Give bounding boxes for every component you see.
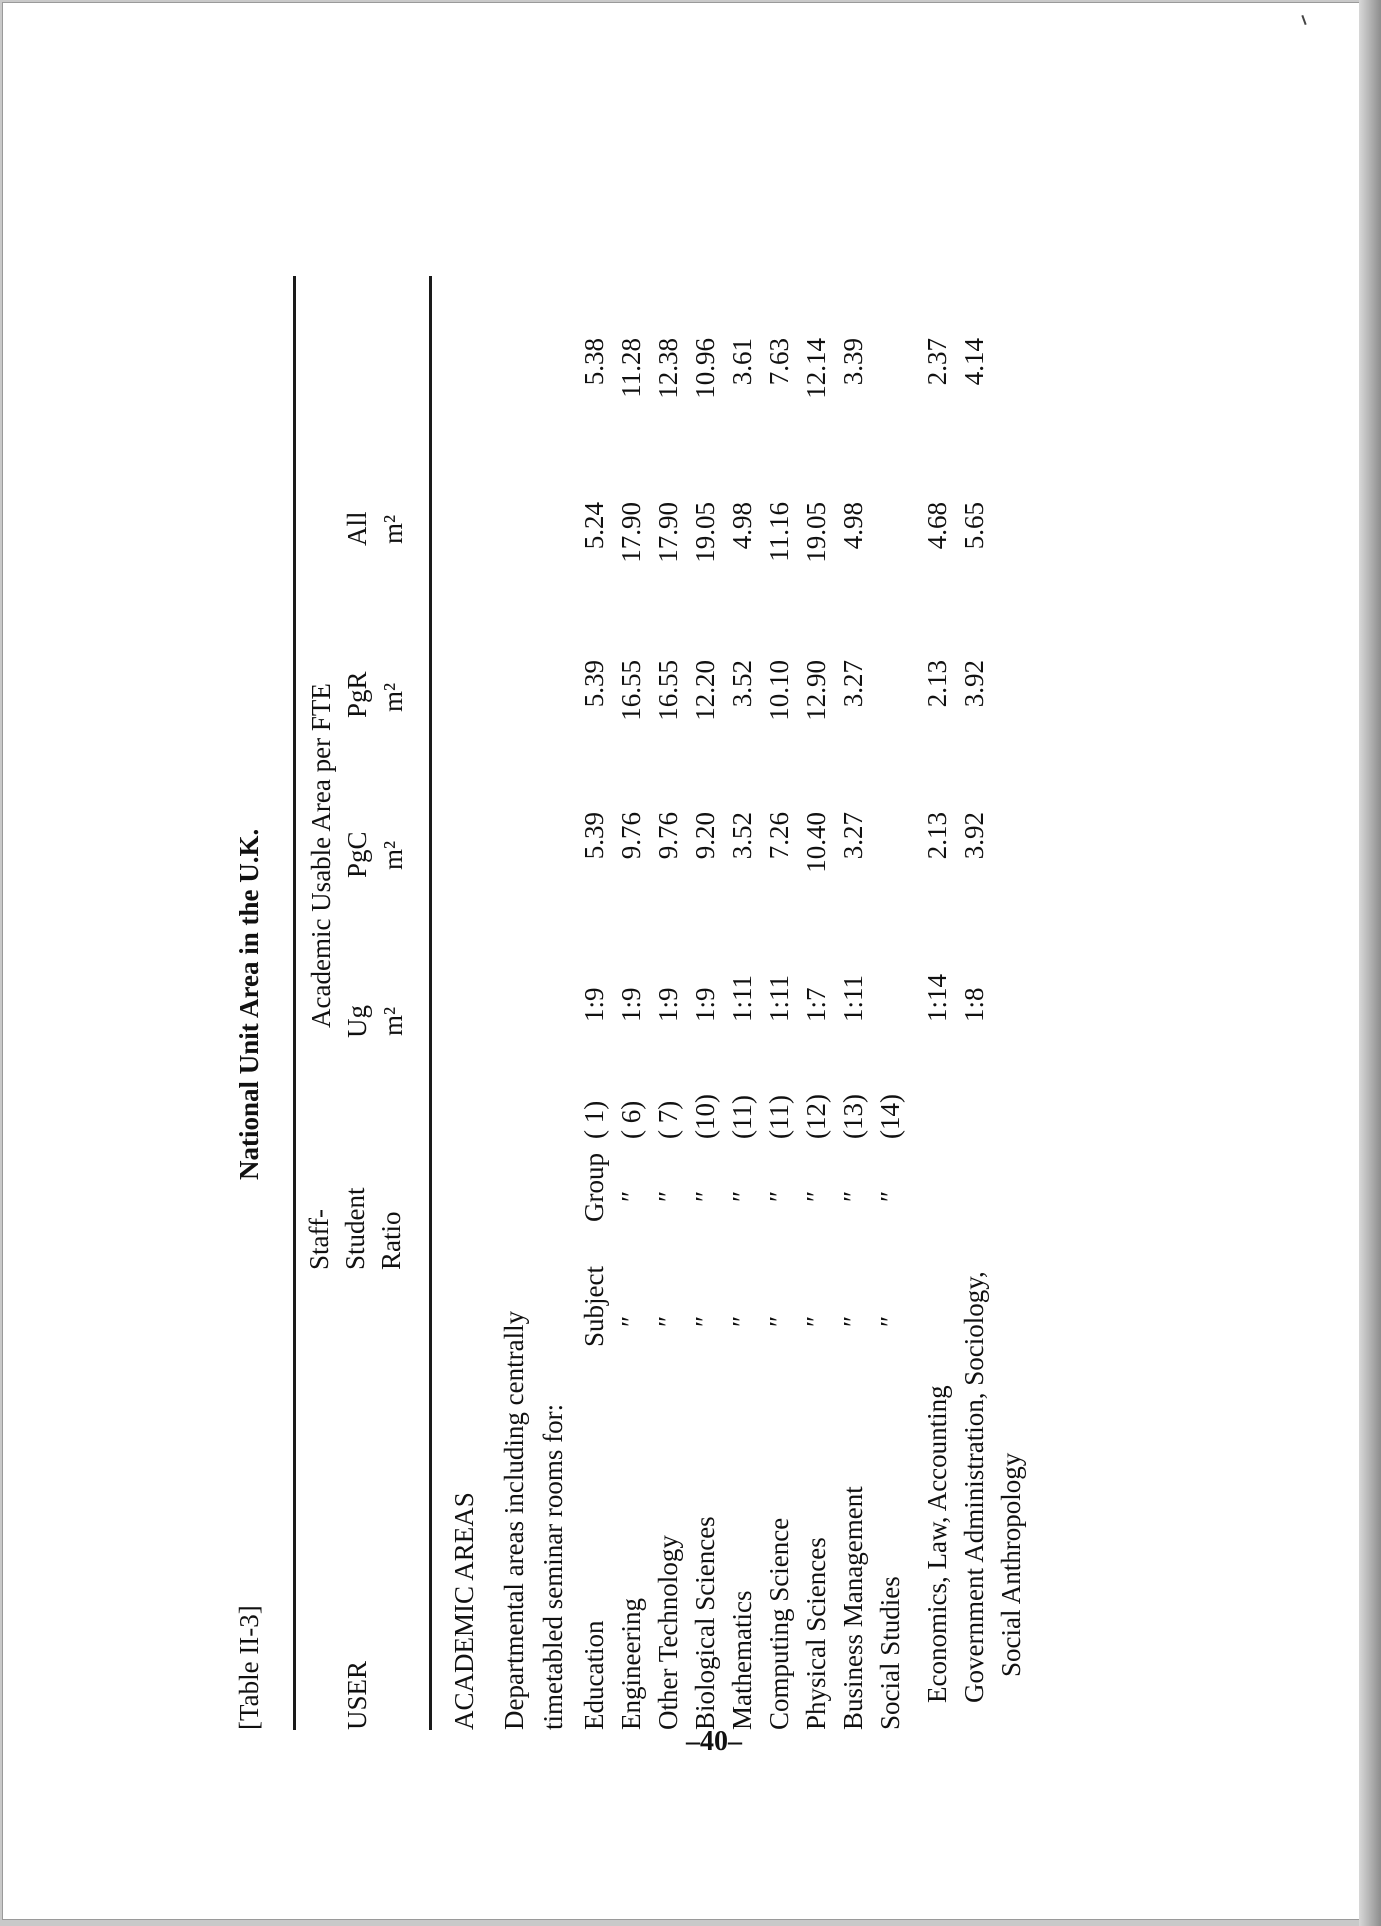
cell-group: ( 6): [616, 1100, 646, 1139]
cell-name: Biological Sciences: [690, 1516, 720, 1730]
cell-name: Government Administration, Sociology,: [959, 1271, 989, 1703]
cell-pgr: 17.90: [616, 502, 646, 563]
cell-w1: ″: [690, 1315, 720, 1327]
cell-all: 3.61: [727, 338, 757, 386]
header-ratio-1: Staff-: [304, 1209, 334, 1270]
header-pgr: PgR: [342, 671, 372, 718]
cell-ug: 9.76: [616, 812, 646, 860]
scan-mark: [1301, 15, 1306, 25]
header-all-unit: m²: [378, 514, 408, 544]
cell-pgc: 2.13: [922, 660, 952, 708]
cell-w2: ″: [801, 1190, 831, 1202]
cell-group: (10): [690, 1094, 720, 1139]
intro-line-2: timetabled seminar rooms for:: [538, 1403, 568, 1730]
cell-w1: ″: [616, 1315, 646, 1327]
cell-all: 5.38: [579, 338, 609, 386]
cell-all: 12.14: [801, 338, 831, 399]
cell-ratio: 1:9: [690, 987, 720, 1022]
cell-pgr: 17.90: [653, 502, 683, 563]
cell-pgr: 19.05: [801, 502, 831, 563]
cell-pgc: 16.55: [616, 660, 646, 721]
cell-all: 3.39: [838, 338, 868, 386]
table-title: National Unit Area in the U.K.: [234, 828, 264, 1180]
header-ug-unit: m²: [378, 1006, 408, 1036]
cell-ratio: 1:8: [959, 987, 989, 1022]
cell-ug: 2.13: [922, 812, 952, 860]
cell-pgc: 12.90: [801, 660, 831, 721]
table-label: [Table II-3]: [234, 1605, 264, 1730]
header-ratio-3: Ratio: [376, 1211, 406, 1270]
cell-pgc: 10.10: [764, 660, 794, 721]
document-page: [2, 2, 1362, 1920]
cell-name: Other Technology: [653, 1535, 683, 1730]
section-heading: ACADEMIC AREAS: [449, 1492, 479, 1730]
cell-all: 10.96: [690, 338, 720, 399]
top-rule: [293, 276, 296, 1730]
cell-pgc: 5.39: [579, 660, 609, 708]
cell-ratio: 1:9: [616, 987, 646, 1022]
cell-ug: 7.26: [764, 812, 794, 860]
cell-pgr: 5.65: [959, 502, 989, 550]
cell-w2: ″: [875, 1190, 905, 1202]
cell-ug: 5.39: [579, 812, 609, 860]
cell-ug: 3.92: [959, 812, 989, 860]
cell-group: (13): [838, 1094, 868, 1139]
cell-pgr: 5.24: [579, 502, 609, 550]
cell-name: Business Management: [838, 1486, 868, 1730]
cell-w2: ″: [764, 1190, 794, 1202]
cell-w2: ″: [616, 1190, 646, 1202]
cell-name: Mathematics: [727, 1590, 757, 1730]
cell-group: (11): [764, 1095, 794, 1139]
cell-w1: ″: [727, 1315, 757, 1327]
cell-ratio: 1:7: [801, 987, 831, 1022]
cell-name: Economics, Law, Accounting: [922, 1385, 952, 1703]
cell-all: 4.14: [959, 338, 989, 386]
cell-pgr: 4.68: [922, 502, 952, 550]
header-all: All: [342, 511, 372, 546]
cell-pgc: 3.27: [838, 660, 868, 708]
cell-name: Social Studies: [875, 1576, 905, 1730]
cell-w2: ″: [690, 1190, 720, 1202]
cell-all: 7.63: [764, 338, 794, 386]
cell-ratio: 1:9: [653, 987, 683, 1022]
cell-ratio: 1:9: [579, 987, 609, 1022]
cell-w2: ″: [838, 1190, 868, 1202]
cell-name: Engineering: [616, 1598, 646, 1730]
cell-group: (14): [875, 1094, 905, 1139]
cell-w1: ″: [838, 1315, 868, 1327]
last-line: Social Anthropology: [996, 1452, 1026, 1677]
header-ratio-2: Student: [340, 1187, 370, 1270]
cell-ug: 3.52: [727, 812, 757, 860]
cell-group: (12): [801, 1094, 831, 1139]
cell-pgc: 3.92: [959, 660, 989, 708]
cell-pgr: 4.98: [838, 502, 868, 550]
cell-w1: Subject: [579, 1266, 609, 1347]
header-rule: [429, 276, 432, 1730]
cell-all: 11.28: [616, 338, 646, 398]
cell-w1: ″: [764, 1315, 794, 1327]
cell-name: Physical Sciences: [801, 1537, 831, 1730]
rotated-table: [236, 270, 1156, 1730]
cell-all: 12.38: [653, 338, 683, 399]
cell-pgr: 19.05: [690, 502, 720, 563]
cell-w1: ″: [653, 1315, 683, 1327]
cell-w2: Group: [579, 1153, 609, 1222]
cell-ug: 9.20: [690, 812, 720, 860]
header-ug: Ug: [342, 1005, 372, 1038]
cell-ug: 9.76: [653, 812, 683, 860]
cell-name: Education: [579, 1620, 609, 1730]
cell-ratio: 1:14: [922, 973, 952, 1022]
cell-pgr: 4.98: [727, 502, 757, 550]
cell-group: ( 1): [579, 1100, 609, 1139]
cell-w2: ″: [727, 1190, 757, 1202]
cell-w1: ″: [875, 1315, 905, 1327]
header-user: USER: [342, 1660, 372, 1730]
cell-ratio: 1:11: [727, 975, 757, 1022]
header-pgc: PgC: [342, 831, 372, 878]
intro-line-1: Departmental areas including centrally: [499, 1310, 529, 1730]
cell-w1: ″: [801, 1315, 831, 1327]
cell-group: (11): [727, 1095, 757, 1139]
header-group: Academic Usable Area per FTE: [306, 683, 336, 1028]
cell-ratio: 1:11: [838, 975, 868, 1022]
page-number: –40–: [686, 1726, 742, 1757]
cell-w2: ″: [653, 1190, 683, 1202]
header-pgr-unit: m²: [378, 682, 408, 712]
cell-ug: 10.40: [801, 812, 831, 873]
cell-name: Computing Science: [764, 1517, 794, 1730]
page-edge-shadow: [1359, 0, 1381, 1926]
cell-group: ( 7): [653, 1100, 683, 1139]
cell-pgc: 16.55: [653, 660, 683, 721]
cell-ug: 3.27: [838, 812, 868, 860]
cell-pgc: 12.20: [690, 660, 720, 721]
cell-pgc: 3.52: [727, 660, 757, 708]
cell-pgr: 11.16: [764, 502, 794, 562]
header-pgc-unit: m²: [378, 840, 408, 870]
cell-ratio: 1:11: [764, 975, 794, 1022]
cell-all: 2.37: [922, 338, 952, 386]
